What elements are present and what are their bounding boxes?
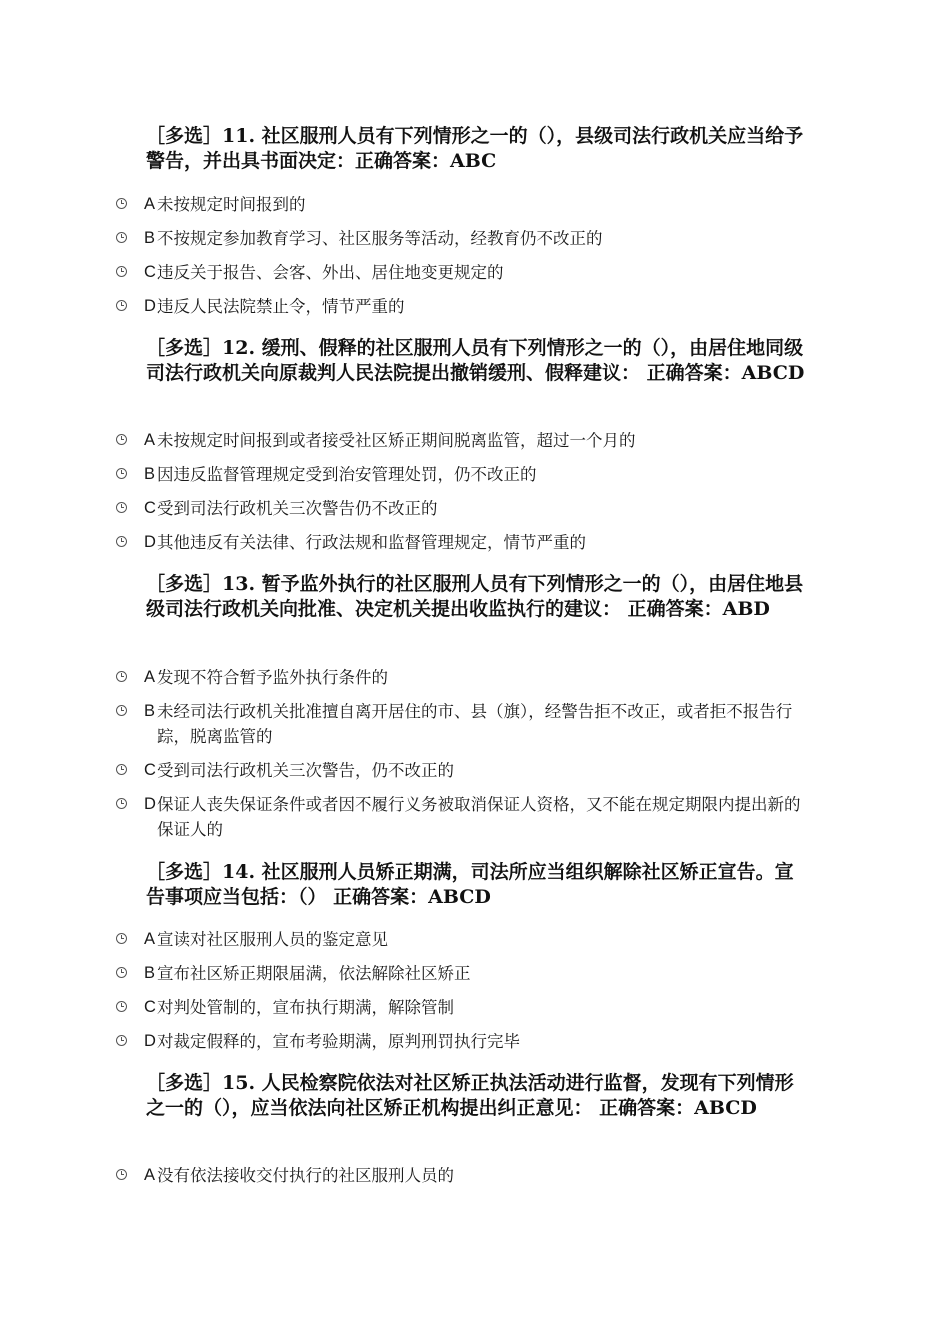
radio-clock-icon[interactable]	[116, 764, 127, 775]
option-12-d[interactable]	[116, 530, 816, 555]
option-letter: C	[144, 263, 156, 281]
option-text: 没有依法接收交付执行的社区服刑人员的	[157, 1166, 454, 1185]
option-12-a[interactable]	[116, 428, 816, 453]
option-text: 不按规定参加教育学习、社区服务等活动，经教育仍不改正的	[157, 229, 603, 248]
option-letter: A	[144, 930, 156, 948]
radio-clock-icon[interactable]	[116, 468, 127, 479]
option-letter: C	[144, 499, 156, 517]
radio-clock-icon[interactable]	[116, 198, 127, 209]
radio-clock-icon[interactable]	[116, 1001, 127, 1012]
option-letter: A	[144, 1166, 156, 1184]
option-text: 对裁定假释的，宣布考验期满，原判刑罚执行完毕	[157, 1032, 520, 1051]
option-text: 发现不符合暂予监外执行条件的	[157, 668, 388, 687]
option-15-a[interactable]	[116, 1163, 816, 1188]
radio-clock-icon[interactable]	[116, 933, 127, 944]
option-text: 宣读对社区服刑人员的鉴定意见	[157, 930, 388, 949]
option-text: 宣布社区矫正期限届满，依法解除社区矫正	[157, 964, 471, 983]
option-text: 受到司法行政机关三次警告仍不改正的	[157, 499, 438, 518]
option-letter: A	[144, 195, 156, 213]
option-text: 其他违反有关法律、行政法规和监督管理规定，情节严重的	[157, 533, 586, 552]
option-text: 违反人民法院禁止令，情节严重的	[157, 297, 405, 316]
option-letter: B	[144, 702, 156, 720]
option-letter: B	[144, 964, 156, 982]
radio-clock-icon[interactable]	[116, 798, 127, 809]
question-14: ［多选］14. 社区服刑人员矫正期满，司法所应当组织解除社区矫正宣告。宣告事项应当包括：（） 正确答案：ABCD	[146, 861, 794, 908]
option-13-d[interactable]	[116, 792, 816, 842]
radio-clock-icon[interactable]	[116, 705, 127, 716]
option-text: 违反关于报告、会客、外出、居住地变更规定的	[157, 263, 504, 282]
radio-clock-icon[interactable]	[116, 671, 127, 682]
option-letter: D	[144, 533, 156, 551]
option-11-d[interactable]	[116, 294, 816, 319]
radio-clock-icon[interactable]	[116, 232, 127, 243]
option-text: 未按规定时间报到或者接受社区矫正期间脱离监管，超过一个月的	[157, 431, 636, 450]
option-letter: D	[144, 297, 156, 315]
option-letter: A	[144, 668, 156, 686]
option-11-a[interactable]	[116, 192, 816, 217]
option-11-c[interactable]	[116, 260, 816, 285]
question-11: ［多选］11. 社区服刑人员有下列情形之一的（），县级司法行政机关应当给予警告，并出具书面决定：正确答案：ABC	[146, 125, 804, 172]
option-14-d[interactable]	[116, 1029, 816, 1054]
option-12-b[interactable]	[116, 462, 816, 487]
option-letter: B	[144, 465, 156, 483]
option-letter: B	[144, 229, 156, 247]
option-letter: D	[144, 795, 156, 813]
option-13-c[interactable]	[116, 758, 816, 783]
option-letter: A	[144, 431, 156, 449]
question-13: ［多选］13. 暂予监外执行的社区服刑人员有下列情形之一的（），由居住地县级司法行政机关向批准、决定机关提出收监执行的建议： 正确答案：ABD	[146, 573, 804, 620]
option-14-b[interactable]	[116, 961, 816, 986]
option-13-b[interactable]	[116, 699, 816, 749]
radio-clock-icon[interactable]	[116, 502, 127, 513]
radio-clock-icon[interactable]	[116, 967, 127, 978]
radio-clock-icon[interactable]	[116, 536, 127, 547]
option-letter: D	[144, 1032, 156, 1050]
option-text: 未按规定时间报到的	[157, 195, 306, 214]
option-14-c[interactable]	[116, 995, 816, 1020]
option-13-a[interactable]	[116, 665, 816, 690]
option-12-c[interactable]	[116, 496, 816, 521]
option-letter: C	[144, 761, 156, 779]
radio-clock-icon[interactable]	[116, 300, 127, 311]
option-text: 因违反监督管理规定受到治安管理处罚，仍不改正的	[157, 465, 537, 484]
option-text: 受到司法行政机关三次警告，仍不改正的	[157, 761, 454, 780]
option-11-b[interactable]	[116, 226, 816, 251]
radio-clock-icon[interactable]	[116, 266, 127, 277]
radio-clock-icon[interactable]	[116, 1169, 127, 1180]
question-12: ［多选］12. 缓刑、假释的社区服刑人员有下列情形之一的（），由居住地同级司法行政机关向原裁判人民法院提出撤销缓刑、假释建议： 正确答案：ABCD	[146, 337, 805, 384]
option-letter: C	[144, 998, 156, 1016]
option-text: 对判处管制的，宣布执行期满，解除管制	[157, 998, 454, 1017]
radio-clock-icon[interactable]	[116, 434, 127, 445]
option-text: 保证人丧失保证条件或者因不履行义务被取消保证人资格，又不能在规定期限内提出新的保证人的	[157, 795, 801, 839]
question-15: ［多选］15. 人民检察院依法对社区矫正执法活动进行监督，发现有下列情形之一的（），应当依法向社区矫正机构提出纠正意见： 正确答案：ABCD	[146, 1072, 794, 1119]
option-text: 未经司法行政机关批准擅自离开居住的市、县（旗），经警告拒不改正，或者拒不报告行踪，脱离监管的	[157, 702, 793, 746]
radio-clock-icon[interactable]	[116, 1035, 127, 1046]
option-14-a[interactable]	[116, 927, 816, 952]
